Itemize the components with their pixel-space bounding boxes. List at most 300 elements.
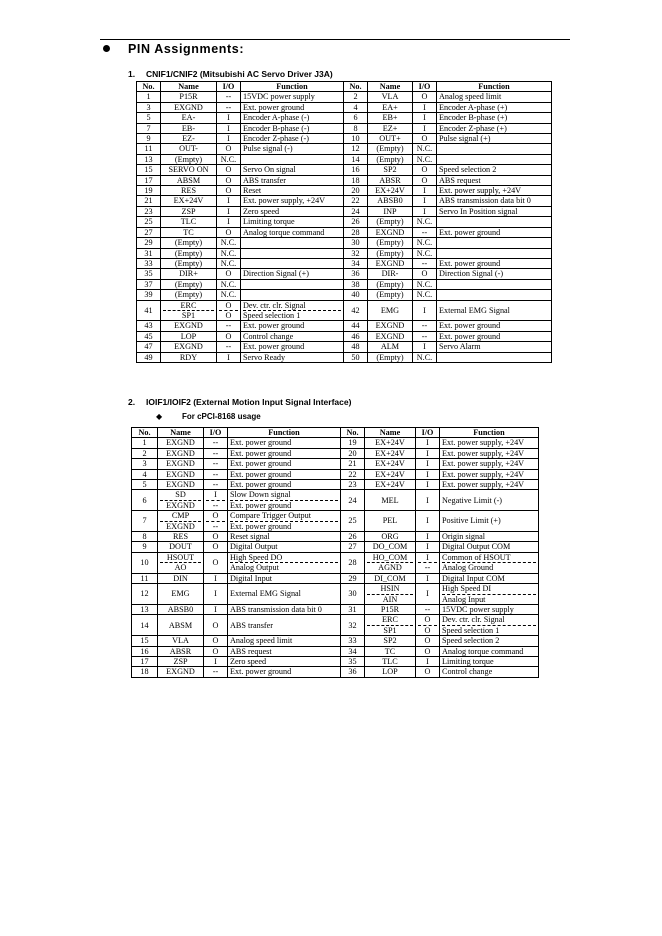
pin-function-line: Dev. ctr. clr. Signal bbox=[243, 301, 341, 311]
pin-name: EXGND bbox=[158, 667, 204, 677]
col-function: Function bbox=[440, 428, 539, 438]
table-row bbox=[132, 542, 539, 552]
table-row bbox=[137, 269, 552, 279]
pin-io: I bbox=[413, 113, 437, 123]
col-name: Name bbox=[158, 428, 204, 438]
pin-name: (Empty) bbox=[161, 154, 217, 164]
pin-no: 6 bbox=[132, 490, 158, 511]
pin-name: VLA bbox=[368, 92, 413, 102]
pin-function: Ext. power ground bbox=[228, 480, 341, 490]
table-row bbox=[132, 656, 539, 666]
pin-function: Direction Signal (-) bbox=[437, 269, 552, 279]
pin-name: RES bbox=[158, 532, 204, 542]
pin-no: 1 bbox=[132, 438, 158, 448]
pin-no: 33 bbox=[137, 258, 161, 268]
pin-io: -- bbox=[204, 480, 228, 490]
pin-io: O bbox=[413, 165, 437, 175]
pin-function: 15VDC power supply bbox=[241, 92, 344, 102]
pin-no: 44 bbox=[344, 321, 368, 331]
pin-function-line: Ext. power ground bbox=[230, 500, 292, 510]
pin-function: ABS transfer bbox=[228, 615, 341, 636]
pin-function: Encoder Z-phase (-) bbox=[241, 134, 344, 144]
pin-function bbox=[440, 584, 539, 605]
table-header bbox=[137, 82, 552, 92]
pin-no: 16 bbox=[132, 646, 158, 656]
pin-function: Analog speed limit bbox=[437, 92, 552, 102]
pin-function-line: Dev. ctr. clr. Signal bbox=[442, 615, 536, 625]
pin-function bbox=[241, 258, 344, 268]
col-no: No. bbox=[132, 428, 158, 438]
pin-function: Servo In Position signal bbox=[437, 206, 552, 216]
pin-no: 11 bbox=[137, 144, 161, 154]
pin-no: 19 bbox=[137, 186, 161, 196]
pin-io: I bbox=[204, 584, 228, 605]
pin-name: OUT+ bbox=[368, 134, 413, 144]
pin-name: EX+24V bbox=[161, 196, 217, 206]
pin-io: O bbox=[416, 646, 440, 656]
pin-function: Control change bbox=[440, 667, 539, 677]
pin-no: 5 bbox=[132, 480, 158, 490]
pin-no: 46 bbox=[344, 331, 368, 341]
pin-name: INP bbox=[368, 206, 413, 216]
pin-function: Pulse signal (+) bbox=[437, 134, 552, 144]
pin-io: I bbox=[416, 448, 440, 458]
pin-no: 25 bbox=[137, 217, 161, 227]
pin-io: I bbox=[416, 532, 440, 542]
col-io: I/O bbox=[413, 82, 437, 92]
pin-io: I bbox=[217, 196, 241, 206]
table-row bbox=[132, 604, 539, 614]
pin-name: LOP bbox=[161, 331, 217, 341]
pin-function: ABS request bbox=[437, 175, 552, 185]
pin-name bbox=[365, 552, 416, 573]
pin-name: (Empty) bbox=[161, 248, 217, 258]
table-row bbox=[137, 290, 552, 300]
pin-io-line: -- bbox=[212, 521, 219, 531]
pin-name: SP2 bbox=[365, 636, 416, 646]
pin-io: O bbox=[204, 552, 228, 573]
pin-name: ORG bbox=[365, 532, 416, 542]
pin-io: N.C. bbox=[413, 290, 437, 300]
pin-io: O bbox=[413, 175, 437, 185]
pin-function: Encoder Z-phase (+) bbox=[437, 123, 552, 133]
pin-name: (Empty) bbox=[368, 144, 413, 154]
pin-function: Servo Ready bbox=[241, 352, 344, 362]
pin-name-line: AO bbox=[174, 563, 187, 573]
pin-io: O bbox=[413, 92, 437, 102]
pin-function: Ext. power supply, +24V bbox=[440, 480, 539, 490]
pin-io: -- bbox=[204, 459, 228, 469]
pin-no: 22 bbox=[344, 196, 368, 206]
pin-io: I bbox=[217, 206, 241, 216]
pin-name: (Empty) bbox=[161, 258, 217, 268]
table-row bbox=[137, 279, 552, 289]
pin-no: 21 bbox=[137, 196, 161, 206]
pin-no: 26 bbox=[341, 532, 365, 542]
pin-function: Ext. power ground bbox=[437, 258, 552, 268]
pin-function bbox=[228, 490, 341, 511]
pin-name bbox=[161, 300, 217, 321]
pin-io: I bbox=[217, 217, 241, 227]
pin-function: External EMG Signal bbox=[437, 300, 552, 321]
pin-function: 15VDC power supply bbox=[440, 604, 539, 614]
pin-io: N.C. bbox=[217, 154, 241, 164]
pin-io: O bbox=[204, 542, 228, 552]
pin-io-line: I bbox=[206, 490, 225, 500]
pin-name: VLA bbox=[158, 636, 204, 646]
pin-function bbox=[228, 511, 341, 532]
table-row bbox=[132, 448, 539, 458]
pin-name: EMG bbox=[368, 300, 413, 321]
pin-io: O bbox=[217, 186, 241, 196]
pin-function bbox=[241, 238, 344, 248]
pin-function: Ext. power ground bbox=[241, 321, 344, 331]
pin-io: O bbox=[217, 331, 241, 341]
pin-no: 15 bbox=[132, 636, 158, 646]
table-row bbox=[132, 459, 539, 469]
pin-name: EX+24V bbox=[368, 186, 413, 196]
pin-no: 24 bbox=[344, 206, 368, 216]
pin-io bbox=[204, 490, 228, 511]
pin-io: -- bbox=[217, 102, 241, 112]
pin-name: EXGND bbox=[158, 480, 204, 490]
pin-no: 13 bbox=[137, 154, 161, 164]
table-row bbox=[132, 552, 539, 573]
pin-function: Analog torque command bbox=[241, 227, 344, 237]
pin-no: 49 bbox=[137, 352, 161, 362]
top-rule bbox=[100, 39, 570, 40]
pin-io-line: O bbox=[225, 310, 232, 320]
pin-function: Digital Input COM bbox=[440, 573, 539, 583]
pin-function: Positive Limit (+) bbox=[440, 511, 539, 532]
pin-function: Direction Signal (+) bbox=[241, 269, 344, 279]
pin-name: (Empty) bbox=[161, 290, 217, 300]
pin-name: ALM bbox=[368, 342, 413, 352]
pin-function-line: Ext. power ground bbox=[230, 521, 292, 531]
pin-io: O bbox=[217, 175, 241, 185]
pin-io: I bbox=[413, 123, 437, 133]
pin-name: ZSP bbox=[161, 206, 217, 216]
pin-name: EX+24V bbox=[365, 469, 416, 479]
pin-io: -- bbox=[217, 92, 241, 102]
pin-io: I bbox=[204, 604, 228, 614]
pin-io-line: O bbox=[424, 625, 431, 635]
pin-name-line: ERC bbox=[163, 301, 214, 311]
pin-name: P15R bbox=[365, 604, 416, 614]
table-row bbox=[132, 511, 539, 532]
pin-function bbox=[241, 279, 344, 289]
pin-no: 16 bbox=[344, 165, 368, 175]
pin-io: I bbox=[204, 573, 228, 583]
pin-name: SERVO ON bbox=[161, 165, 217, 175]
table-row bbox=[137, 165, 552, 175]
pin-function bbox=[241, 248, 344, 258]
pin-function: Reset signal bbox=[228, 532, 341, 542]
pin-io-line: I bbox=[418, 553, 437, 563]
pin-function: Pulse signal (-) bbox=[241, 144, 344, 154]
table-row bbox=[137, 258, 552, 268]
col-no: No. bbox=[341, 428, 365, 438]
pin-io: O bbox=[416, 636, 440, 646]
pin-io: O bbox=[204, 636, 228, 646]
pin-no: 11 bbox=[132, 573, 158, 583]
pin-io: -- bbox=[204, 667, 228, 677]
col-function: Function bbox=[437, 82, 552, 92]
table-row bbox=[132, 490, 539, 511]
pin-no: 29 bbox=[137, 238, 161, 248]
pin-function bbox=[437, 238, 552, 248]
pin-io-line: O bbox=[219, 301, 238, 311]
pin-name: EXGND bbox=[368, 321, 413, 331]
pin-no: 36 bbox=[344, 269, 368, 279]
pin-function: Ext. power supply, +24V bbox=[440, 448, 539, 458]
pin-no: 24 bbox=[341, 490, 365, 511]
pin-no: 10 bbox=[132, 552, 158, 573]
pin-name: ABSM bbox=[158, 615, 204, 636]
col-function: Function bbox=[241, 82, 344, 92]
pin-no: 43 bbox=[137, 321, 161, 331]
pin-name: (Empty) bbox=[161, 238, 217, 248]
pin-name: P15R bbox=[161, 92, 217, 102]
pin-name: OUT- bbox=[161, 144, 217, 154]
pin-no: 4 bbox=[132, 469, 158, 479]
table-row bbox=[137, 342, 552, 352]
pin-no: 45 bbox=[137, 331, 161, 341]
pin-io: N.C. bbox=[413, 352, 437, 362]
pin-no: 22 bbox=[341, 469, 365, 479]
pin-no: 31 bbox=[341, 604, 365, 614]
pin-no: 21 bbox=[341, 459, 365, 469]
pin-function bbox=[437, 290, 552, 300]
pin-function-line: Slow Down signal bbox=[230, 490, 338, 500]
page-title: PIN Assignments: bbox=[128, 42, 245, 56]
pin-io: N.C. bbox=[413, 238, 437, 248]
table-header bbox=[132, 428, 539, 438]
table-row bbox=[137, 331, 552, 341]
table-row bbox=[132, 667, 539, 677]
pin-function: External EMG Signal bbox=[228, 584, 341, 605]
section-1-number: 1. bbox=[128, 69, 136, 79]
pin-no: 7 bbox=[132, 511, 158, 532]
pin-function: Ext. power ground bbox=[228, 667, 341, 677]
pin-name-line: HSIN bbox=[367, 584, 413, 594]
pin-function: Reset bbox=[241, 186, 344, 196]
pin-name bbox=[158, 511, 204, 532]
pin-function: Speed selection 2 bbox=[437, 165, 552, 175]
pin-function: Servo Alarm bbox=[437, 342, 552, 352]
pin-no: 28 bbox=[344, 227, 368, 237]
table-row bbox=[137, 227, 552, 237]
section-1-title: CNIF1/CNIF2 (Mitsubishi AC Servo Driver J3A) bbox=[146, 69, 333, 79]
table-row bbox=[132, 584, 539, 605]
pin-io: I bbox=[413, 342, 437, 352]
pin-function: Zero speed bbox=[228, 656, 341, 666]
pin-io: O bbox=[204, 532, 228, 542]
section-2-subtitle: For cPCI-8168 usage bbox=[182, 412, 261, 421]
table-row bbox=[137, 175, 552, 185]
pin-name: (Empty) bbox=[368, 217, 413, 227]
pin-no: 35 bbox=[137, 269, 161, 279]
pin-io: I bbox=[416, 438, 440, 448]
table-row bbox=[137, 248, 552, 258]
pin-function: Encoder B-phase (-) bbox=[241, 123, 344, 133]
pin-io: N.C. bbox=[413, 279, 437, 289]
pin-no: 17 bbox=[132, 656, 158, 666]
table-row bbox=[137, 92, 552, 102]
pin-no: 9 bbox=[137, 134, 161, 144]
pin-name: EXGND bbox=[158, 438, 204, 448]
pin-no: 14 bbox=[132, 615, 158, 636]
pin-io: O bbox=[204, 646, 228, 656]
pin-function: Control change bbox=[241, 331, 344, 341]
pin-function bbox=[440, 615, 539, 636]
pin-function: Digital Output COM bbox=[440, 542, 539, 552]
col-io: I/O bbox=[217, 82, 241, 92]
pin-no: 40 bbox=[344, 290, 368, 300]
pin-name: DI_COM bbox=[365, 573, 416, 583]
pin-no: 37 bbox=[137, 279, 161, 289]
pin-io: N.C. bbox=[217, 258, 241, 268]
pin-io: I bbox=[416, 459, 440, 469]
pin-name: EXGND bbox=[158, 459, 204, 469]
pin-io: N.C. bbox=[413, 144, 437, 154]
pin-no: 3 bbox=[132, 459, 158, 469]
pin-name: EXGND bbox=[368, 331, 413, 341]
pin-no: 26 bbox=[344, 217, 368, 227]
pin-io: -- bbox=[204, 469, 228, 479]
pin-no: 35 bbox=[341, 656, 365, 666]
pin-io: O bbox=[217, 269, 241, 279]
col-no: No. bbox=[344, 82, 368, 92]
pin-function-line: High Speed DO bbox=[230, 553, 338, 563]
pin-no: 34 bbox=[344, 258, 368, 268]
pin-name: PEL bbox=[365, 511, 416, 532]
pin-function: Limiting torque bbox=[440, 656, 539, 666]
pin-name: EB- bbox=[161, 123, 217, 133]
pin-function bbox=[241, 300, 344, 321]
col-io: I/O bbox=[204, 428, 228, 438]
pin-no: 23 bbox=[341, 480, 365, 490]
pin-no: 9 bbox=[132, 542, 158, 552]
pin-io-line: -- bbox=[424, 563, 431, 573]
pin-no: 5 bbox=[137, 113, 161, 123]
pin-io: I bbox=[413, 102, 437, 112]
pin-no: 2 bbox=[132, 448, 158, 458]
pin-no: 13 bbox=[132, 604, 158, 614]
pin-no: 17 bbox=[137, 175, 161, 185]
pin-function: Ext. power supply, +24V bbox=[440, 459, 539, 469]
pin-function: Servo On signal bbox=[241, 165, 344, 175]
pin-name-line: AIN bbox=[382, 594, 398, 604]
pin-io: -- bbox=[416, 604, 440, 614]
pin-function: Encoder A-phase (+) bbox=[437, 102, 552, 112]
table-row bbox=[137, 321, 552, 331]
pin-io: O bbox=[413, 134, 437, 144]
section-1-heading bbox=[128, 69, 333, 79]
pin-name: LOP bbox=[365, 667, 416, 677]
table-row bbox=[137, 196, 552, 206]
pin-no: 42 bbox=[344, 300, 368, 321]
pin-function bbox=[437, 144, 552, 154]
table-row bbox=[132, 438, 539, 448]
pin-io: I bbox=[413, 206, 437, 216]
table-row bbox=[132, 636, 539, 646]
pin-name: TC bbox=[365, 646, 416, 656]
pin-io: -- bbox=[413, 258, 437, 268]
pin-io: O bbox=[217, 165, 241, 175]
pin-no: 34 bbox=[341, 646, 365, 656]
pin-io: I bbox=[416, 573, 440, 583]
pin-function-line: Speed selection 1 bbox=[442, 625, 500, 635]
pin-io bbox=[204, 511, 228, 532]
table-row bbox=[137, 123, 552, 133]
pin-function-line: Speed selection 1 bbox=[243, 310, 301, 320]
pin-name: ABSR bbox=[158, 646, 204, 656]
pin-function: ABS request bbox=[228, 646, 341, 656]
pin-function-line: Analog Input bbox=[442, 594, 486, 604]
pin-name: EXGND bbox=[161, 102, 217, 112]
pin-no: 31 bbox=[137, 248, 161, 258]
table-row bbox=[132, 469, 539, 479]
pin-name-line: SP1 bbox=[181, 310, 196, 320]
pin-name-line: SP1 bbox=[383, 625, 397, 635]
pin-io-line: O bbox=[418, 615, 437, 625]
pin-function: ABS transmission data bit 0 bbox=[437, 196, 552, 206]
pin-io: I bbox=[416, 480, 440, 490]
pin-no: 50 bbox=[344, 352, 368, 362]
pin-name: RES bbox=[161, 186, 217, 196]
pin-no: 41 bbox=[137, 300, 161, 321]
pin-name bbox=[158, 552, 204, 573]
col-io: I/O bbox=[416, 428, 440, 438]
table-row bbox=[137, 206, 552, 216]
pin-name: EA+ bbox=[368, 102, 413, 112]
diamond-bullet-icon: ◆ bbox=[156, 412, 163, 421]
pin-function: Ext. power ground bbox=[228, 438, 341, 448]
col-name: Name bbox=[368, 82, 413, 92]
pin-io: I bbox=[217, 134, 241, 144]
pin-io-line: -- bbox=[212, 500, 219, 510]
pin-function: ABS transmission data bit 0 bbox=[228, 604, 341, 614]
pin-name: TLC bbox=[365, 656, 416, 666]
section-2-number: 2. bbox=[128, 397, 136, 407]
pin-no: 20 bbox=[341, 448, 365, 458]
pin-no: 27 bbox=[341, 542, 365, 552]
pin-no: 39 bbox=[137, 290, 161, 300]
pin-name: (Empty) bbox=[368, 352, 413, 362]
pin-io: N.C. bbox=[217, 279, 241, 289]
pin-io: I bbox=[217, 113, 241, 123]
table-row bbox=[132, 480, 539, 490]
pin-name: ABSR bbox=[368, 175, 413, 185]
pin-function: Ext. power ground bbox=[437, 331, 552, 341]
pin-function bbox=[437, 248, 552, 258]
pin-no: 3 bbox=[137, 102, 161, 112]
section-2-heading bbox=[128, 397, 351, 407]
pin-io: N.C. bbox=[413, 248, 437, 258]
pin-no: 4 bbox=[344, 102, 368, 112]
pin-no: 33 bbox=[341, 636, 365, 646]
pin-io: O bbox=[204, 615, 228, 636]
pin-function: Origin signal bbox=[440, 532, 539, 542]
pin-name: EX+24V bbox=[365, 459, 416, 469]
pin-name-line: HSOUT bbox=[160, 553, 201, 563]
pin-function-line: Compare Trigger Output bbox=[230, 511, 338, 521]
pin-no: 25 bbox=[341, 511, 365, 532]
pin-function: Encoder A-phase (-) bbox=[241, 113, 344, 123]
pin-name: ABSM bbox=[161, 175, 217, 185]
table-row bbox=[137, 300, 552, 321]
